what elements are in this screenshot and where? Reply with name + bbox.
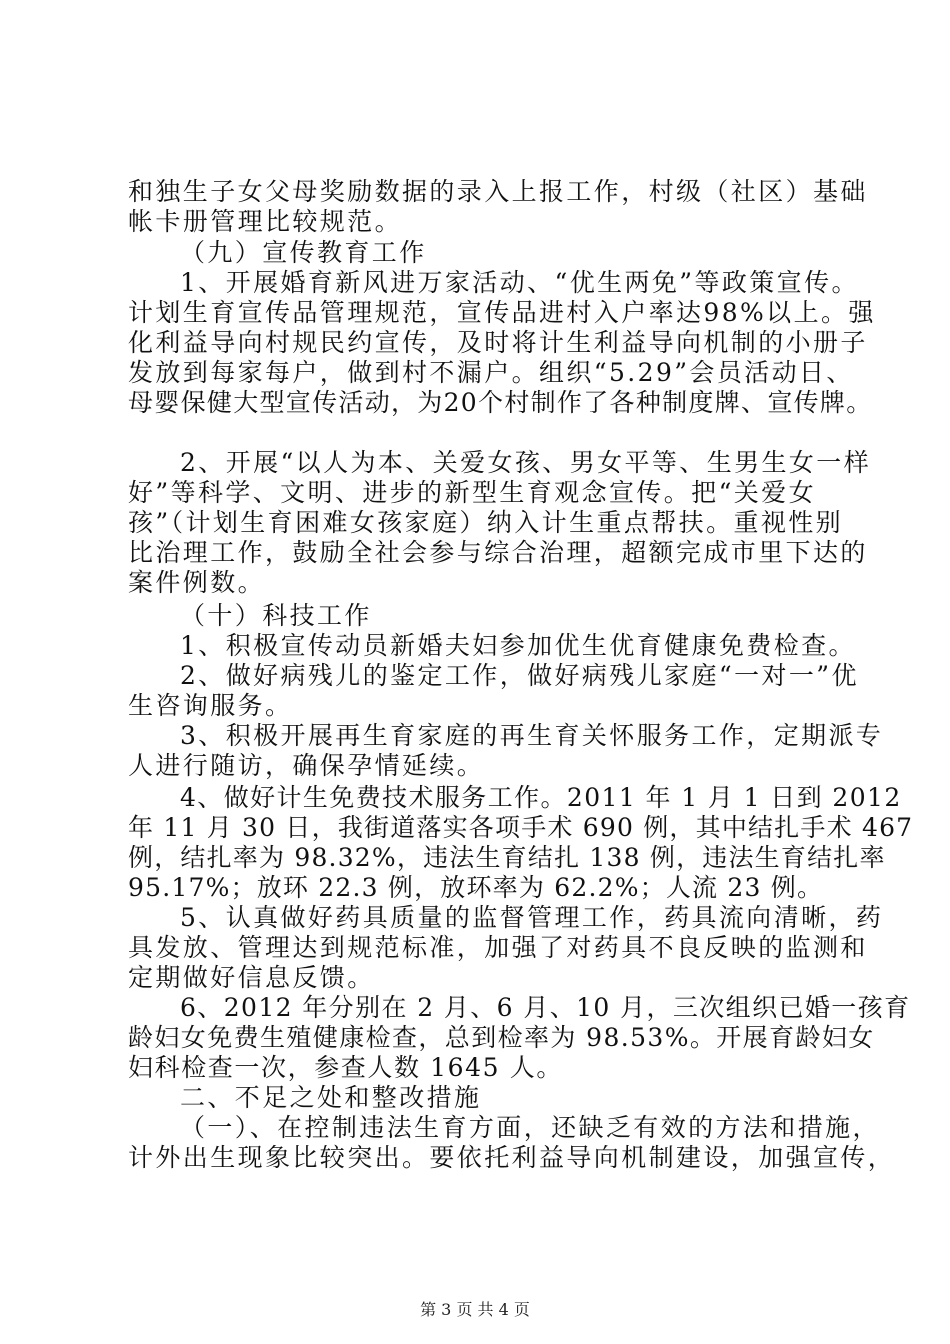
text-line: 4、做好计生免费技术服务工作。2011 年 1 月 1 日到 2012 [180,783,902,812]
text-line: 1、开展婚育新风进万家活动、“优生两免”等政策宣传。 [180,268,859,297]
text-line: 2、做好病残儿的鉴定工作，做好病残儿家庭“一对一”优 [180,661,859,690]
text-line: 2、开展“以人为本、关爱女孩、男女平等、生男生女一样 [180,448,872,477]
text-line: 化利益导向村规民约宣传，及时将计生利益导向机制的小册子 [128,328,868,357]
text-line: 案件例数。 [128,568,266,597]
text-line: 生咨询服务。 [128,691,293,720]
text-line: 5、认真做好药具质量的监督管理工作，药具流向清晰，药 [180,903,884,932]
text-line: 年 11 月 30 日，我街道落实各项手术 690 例，其中结扎手术 467 [128,813,914,842]
text-line: 1、积极宣传动员新婚夫妇参加优生优育健康免费检查。 [180,631,856,660]
text-line: 发放到每家每户，做到村不漏户。组织“5.29”会员活动日、 [128,358,854,387]
text-line: 例，结扎率为 98.32%，违法生育结扎 138 例，违法生育结扎率 [128,843,886,872]
section-heading: 二、不足之处和整改措施 [180,1083,482,1112]
text-line: （一）、在控制违法生育方面，还缺乏有效的方法和措施， [180,1113,880,1142]
text-line: 比治理工作，鼓励全社会参与综合治理，超额完成市里下达的 [128,538,868,567]
text-line: 具发放、管理达到规范标准，加强了对药具不良反映的监测和 [128,933,868,962]
text-line: 计划生育宣传品管理规范，宣传品进村入户率达98%以上。强 [128,298,876,327]
section-heading: （十）科技工作 [180,601,372,630]
text-line: 3、积极开展再生育家庭的再生育关怀服务工作，定期派专 [180,721,884,750]
text-line: 6、2012 年分别在 2 月、6 月、10 月，三次组织已婚一孩育 [180,993,911,1022]
text-line: 和独生子女父母奖励数据的录入上报工作，村级（社区）基础 [128,177,868,206]
text-line: 龄妇女免费生殖健康检查，总到检率为 98.53%。开展育龄妇女 [128,1023,875,1052]
text-line: 人进行随访，确保孕情延续。 [128,751,485,780]
text-line: 定期做好信息反馈。 [128,963,375,992]
text-line: 计外出生现象比较突出。要依托利益导向机制建设，加强宣传， [128,1143,896,1172]
page-number-footer: 第 3 页 共 4 页 [420,1300,530,1319]
text-line: 好”等科学、文明、进步的新型生育观念宣传。把“关爱女 [128,478,816,507]
section-heading: （九）宣传教育工作 [180,238,427,267]
text-line: 帐卡册管理比较规范。 [128,207,403,236]
text-line: 孩”（计划生育困难女孩家庭）纳入计生重点帮扶。重视性别 [128,508,844,537]
text-line: 妇科检查一次，参查人数 1645 人。 [128,1053,563,1082]
text-line: 母婴保健大型宣传活动，为20个村制作了各种制度牌、宣传牌。 [128,388,873,417]
text-line: 95.17%；放环 22.3 例，放环率为 62.2%；人流 23 例。 [128,873,824,902]
